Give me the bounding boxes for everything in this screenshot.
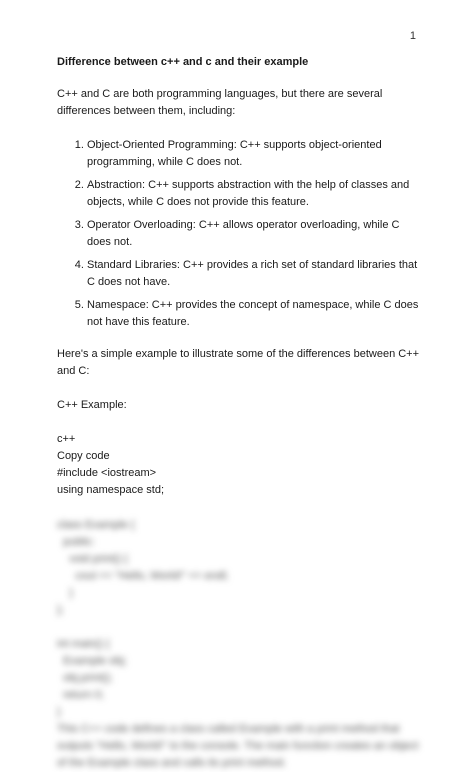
list-item: 3. Operator Overloading: C++ allows operator overloading, while C does not. [87, 217, 422, 251]
code-line: } [57, 706, 61, 718]
list-item: 1. Object-Oriented Programming: C++ supports object-oriented programming, while C does not. [87, 137, 422, 171]
code-line: #include <iostream> [57, 467, 157, 479]
document-body [57, 54, 422, 772]
code-line: int main() { [57, 638, 110, 650]
code-line: }; [57, 604, 64, 616]
code-line: void print() { [57, 553, 128, 565]
intro-paragraph: C++ and C are both programming languages, but there are several differences between them, including: [57, 88, 383, 117]
code-line: class Example { [57, 519, 135, 531]
list-item: 5. Namespace: C++ provides the concept of namespace, while C does not have this feature. [87, 297, 422, 331]
code-line: obj.print(); [57, 672, 113, 684]
document-title: Difference between c++ and c and their example [57, 56, 309, 68]
code-line: return 0; [57, 689, 105, 701]
code-line: cout << "Hello, World!" << endl; [57, 570, 229, 582]
code-line: c++ [57, 433, 76, 445]
code-block-blurred [57, 517, 422, 772]
explanation-paragraph: This C++ code defines a class called Example with a print method that outputs "Hello, World!" to the console. The main function creates an object of the Example class and calls its print method. [57, 723, 419, 769]
list-item: 4. Standard Libraries: C++ provides a rich set of standard libraries that C does not have. [87, 257, 422, 291]
code-line: } [57, 587, 73, 599]
differences-list [57, 137, 422, 331]
code-line: Example obj; [57, 655, 127, 667]
example-heading: C++ Example: [57, 399, 127, 411]
example-intro: Here's a simple example to illustrate some of the differences between C++ and C: [57, 348, 420, 377]
code-line: public: [57, 536, 95, 548]
code-line: using namespace std; [57, 484, 165, 496]
code-block-visible [57, 431, 422, 499]
code-line: Copy code [57, 450, 110, 462]
list-item: 2. Abstraction: C++ supports abstraction with the help of classes and objects, while C does not provide this feature. [87, 177, 422, 211]
page-number: 1 [409, 30, 416, 42]
